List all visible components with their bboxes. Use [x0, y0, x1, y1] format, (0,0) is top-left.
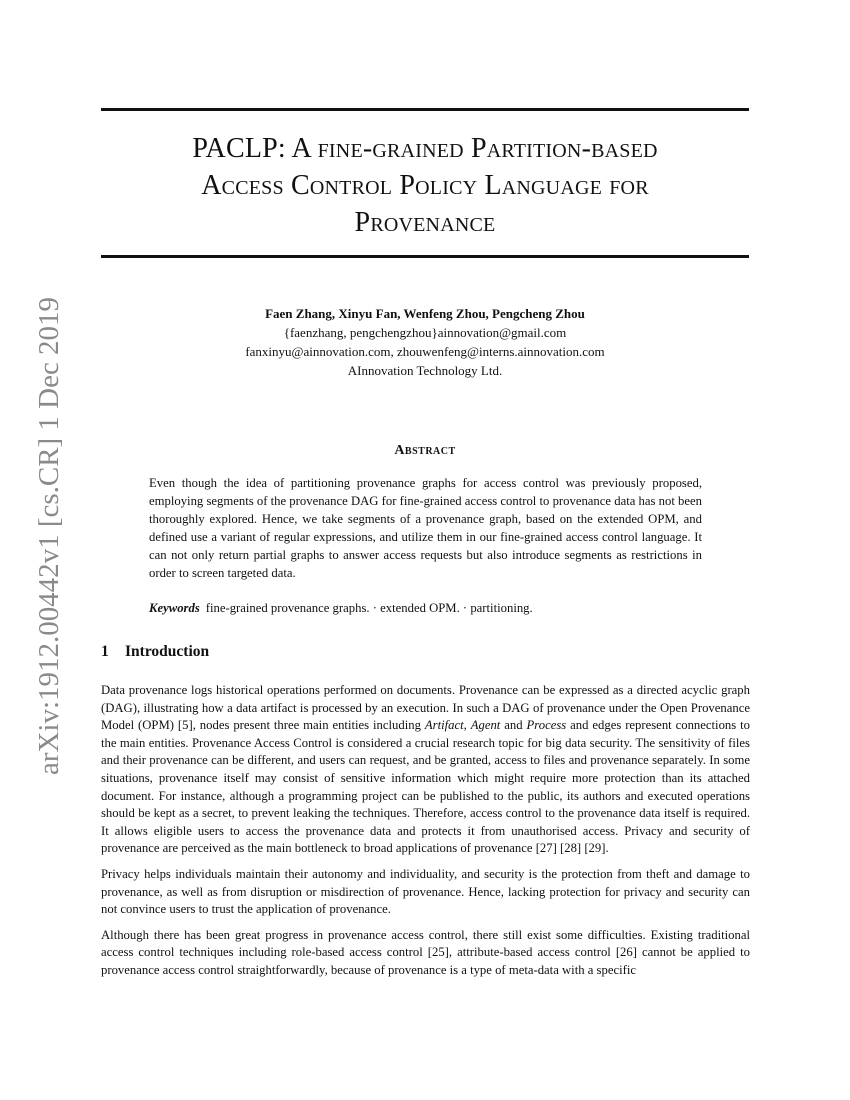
paragraph-1-separator: ,	[463, 718, 471, 733]
arxiv-identifier	[20, 295, 70, 775]
author-email-2: fanxinyu@ainnovation.com, zhouwenfeng@interns.ainnovation.com	[245, 344, 605, 359]
title-line-1: PACLP: A fine-grained Partition-based	[192, 133, 658, 164]
arxiv-identifier-text: arXiv:1912.00442v1 [cs.CR] 1 Dec 2019	[33, 296, 65, 775]
paragraph-1	[101, 682, 750, 858]
paper-title	[101, 130, 749, 241]
abstract-heading: Abstract	[394, 443, 456, 458]
introduction-body	[101, 682, 750, 988]
paragraph-2: Privacy helps individuals maintain their autonomy and individuality, and security is the protection from theft and damage to provenance, as well as from disruption or misdirection of provenance. Hence, lacking protection for privacy and security can not convince users to trust the application of provenance.	[101, 866, 750, 917]
keywords	[149, 599, 702, 617]
arxiv-identifier-svg	[20, 295, 70, 775]
keywords-text: fine-grained provenance graphs. · extended OPM. · partitioning.	[205, 601, 533, 615]
section-number: 1	[101, 643, 109, 660]
abstract-text: Even though the idea of partitioning provenance graphs for access control was previously proposed, employing segments of the provenance DAG for fine-grained access control to provenance data has not been thoroughly explored. Hence, we take segments of a provenance graph, based on the extended OPM, and defined use a variant of regular expressions, and utilize them in our fine-grained access control language. It can not only return partial graphs to answer access requests but also introduce segments as restrictions in order to screen targeted data.	[149, 476, 702, 580]
title-line-3: Provenance	[354, 207, 496, 238]
paragraph-3: Although there has been great progress in provenance access control, there still exist some difficulties. Existing traditional access control techniques including role-based access control [25], attribute-based access control [26] cannot be applied to provenance access control straightforwardly, because of provenance is a type of meta-data with a specific	[101, 927, 750, 977]
keywords-label: Keywords	[149, 601, 200, 615]
section-title: Introduction	[125, 643, 210, 660]
author-affiliation: AInnovation Technology Ltd.	[347, 363, 503, 378]
author-names: Faen Zhang, Xinyu Fan, Wenfeng Zhou, Pengcheng Zhou	[265, 306, 585, 321]
author-block	[101, 304, 749, 380]
term-agent: Agent	[470, 718, 501, 733]
title-line-2: Access Control Policy Language for	[201, 170, 649, 201]
title-bottom-rule	[101, 255, 749, 258]
section-heading-introduction	[101, 643, 209, 661]
author-email-1: {faenzhang, pengchengzhou}ainnovation@gmail.com	[283, 325, 567, 340]
term-artifact: Artifact	[424, 718, 464, 733]
title-top-rule	[101, 108, 749, 111]
paragraph-1-part-b: and edges represent connections to the main entities. Provenance Access Control is considered a crucial research topic for big data security. The sensitivity of files and their provenance can be different, and users can request, and be granted, access to files and provenance separately. In some situations, provenance itself may consist of sensitive information which might require more protection than its attached document. For instance, although a programming project can be published to the public, its authors and executed operations should be kept as a secret, to prevent leaking the techniques. Therefore, access control to the provenance data itself is required. It allows eligible users to access the provenance data and protects it from unauthorised access. Privacy and security of provenance are perceived as the main bottleneck to broad applications of provenance [27] [28] [29].	[101, 718, 750, 856]
paragraph-1-part-a: Data provenance logs historical operations performed on documents. Provenance can be expressed as a directed acyclic graph (DAG), illustrating how a data artifact is processed by an execution. In such a DAG of provenance under the Open Provenance Model (OPM) [5], nodes present three main entities including	[101, 683, 750, 733]
paragraph-1-and: and	[500, 718, 527, 733]
term-process: Process	[526, 718, 567, 733]
